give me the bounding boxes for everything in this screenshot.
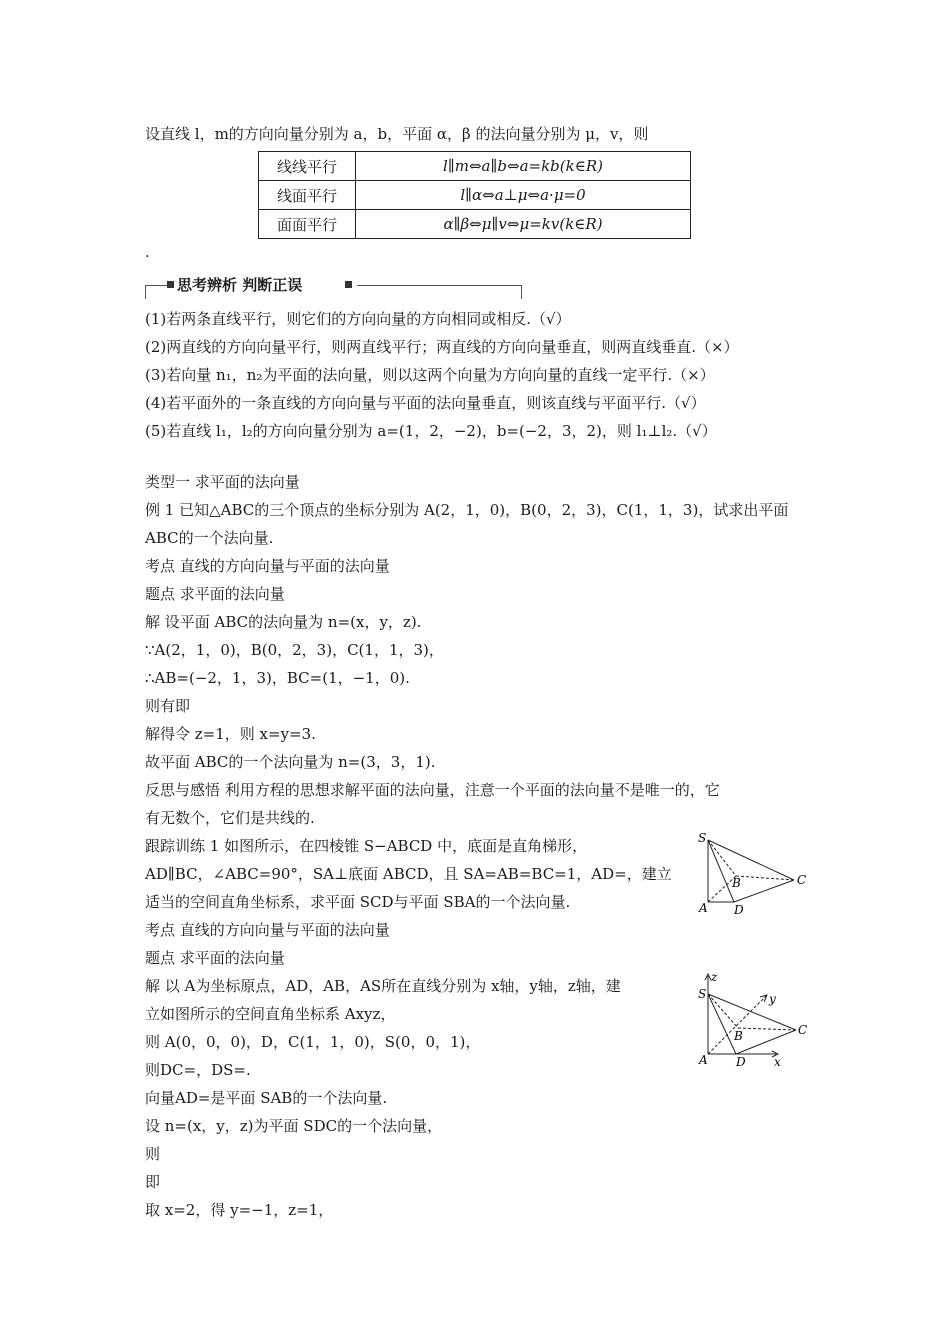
body-line: 解 以 A为坐标原点，AD，AB，AS所在直线分别为 x轴，y轴，z轴，建 [145, 977, 621, 995]
body-line: 故平面 ABC的一个法向量为 n=(3，3，1). [145, 753, 436, 771]
stray-dot: . [145, 243, 150, 261]
intro-text: 设直线 l，m的方向向量分别为 a，b，平面 α，β 的法向量分别为 μ，v，则 [145, 125, 649, 143]
body-line: 题点 求平面的法向量 [145, 585, 285, 603]
table-cell-name: 线面平行 [259, 181, 356, 210]
body-line: 跟踪训练 1 如图所示，在四棱锥 S−ABCD 中，底面是直角梯形， [145, 837, 588, 855]
fig2-label-x: x [774, 1055, 781, 1069]
table-cell-name: 面面平行 [259, 210, 356, 239]
table-cell-rule: α∥β⇔μ∥v⇔μ=kv(k∈R) [356, 210, 691, 239]
banner-square-icon [167, 281, 174, 288]
fig1-label-s: S [698, 832, 707, 845]
table-cell-rule: l∥m⇔a∥b⇔a=kb(k∈R) [356, 152, 691, 181]
banner-rule [357, 285, 521, 286]
banner-corner [521, 285, 522, 299]
judge-item: (1)若两条直线平行，则它们的方向向量的方向相同或相反.（√） [145, 310, 571, 328]
fig2-label-z: z [711, 970, 718, 984]
fig2-label-c: C [798, 1023, 808, 1037]
body-line: ∴AB=(−2，1，3)，BC=(1，−1，0). [145, 669, 410, 687]
pyramid-figure-1 [696, 832, 812, 922]
table-row [259, 210, 691, 239]
fig2-label-d: D [736, 1055, 746, 1069]
body-line: 考点 直线的方向向量与平面的法向量 [145, 557, 390, 575]
body-line: AD∥BC，∠ABC=90°，SA⊥底面 ABCD，且 SA=AB=BC=1，AD=，建立 [145, 865, 672, 883]
body-line: 类型一 求平面的法向量 [145, 473, 300, 491]
fig1-label-d: D [734, 903, 744, 917]
banner-rule [145, 285, 167, 286]
body-line: 题点 求平面的法向量 [145, 949, 285, 967]
body-line: 向量AD=是平面 SAB的一个法向量. [145, 1089, 388, 1107]
body-line: ∵A(2，1，0)，B(0，2，3)，C(1，1，3)， [145, 641, 444, 659]
judge-item: (5)若直线 l₁，l₂的方向向量分别为 a=(1，2，−2)，b=(−2，3，2)，则 l₁⊥l₂.（√） [145, 422, 717, 440]
table-cell-rule: l∥α⇔a⊥μ⇔a·μ=0 [356, 181, 691, 210]
body-line: 即 [145, 1173, 161, 1191]
fig2-label-a: A [699, 1053, 708, 1067]
judge-item: (2)两直线的方向向量平行，则两直线平行；两直线的方向向量垂直，则两直线垂直.（×） [145, 338, 739, 356]
body-line: 有无数个，它们是共线的. [145, 809, 315, 827]
fig1-label-a: A [699, 901, 708, 915]
body-line: 解得令 z=1，则 x=y=3. [145, 725, 316, 743]
section-banner [145, 274, 523, 298]
body-line: ABC的一个法向量. [145, 529, 274, 547]
fig1-label-c: C [797, 873, 807, 887]
body-line: 取 x=2，得 y=−1，z=1， [145, 1201, 334, 1219]
body-line: 适当的空间直角坐标系，求平面 SCD与平面 SBA的一个法向量. [145, 893, 571, 911]
body-line: 立如图所示的空间直角坐标系 Axyz， [145, 1005, 396, 1023]
body-line: 设 n=(x，y，z)为平面 SDC的一个法向量， [145, 1117, 443, 1135]
body-line: 则有即 [145, 697, 191, 715]
judge-item: (4)若平面外的一条直线的方向向量与平面的法向量垂直，则该直线与平面平行.（√） [145, 394, 706, 412]
judge-item: (3)若向量 n₁，n₂为平面的法向量，则以这两个向量为方向向量的直线一定平行.（×） [145, 366, 715, 384]
body-line: 考点 直线的方向向量与平面的法向量 [145, 921, 390, 939]
banner-square-icon [345, 281, 352, 288]
table-cell-name: 线线平行 [259, 152, 356, 181]
body-line: 则 A(0，0，0)，D，C(1，1，0)，S(0，0，1)， [145, 1033, 481, 1051]
body-line: 反思与感悟 利用方程的思想求解平面的法向量，注意一个平面的法向量不是唯一的，它 [145, 781, 720, 799]
table-row [259, 181, 691, 210]
fig2-label-s: S [698, 987, 707, 1001]
parallel-criteria-table [258, 151, 691, 239]
table-row [259, 152, 691, 181]
body-line: 则DC=，DS=. [145, 1061, 251, 1079]
fig1-label-b: B [732, 876, 741, 890]
pyramid-figure-2 [696, 968, 812, 1076]
body-line: 例 1 已知△ABC的三个顶点的坐标分别为 A(2，1，0)，B(0，2，3)，C(1，1，3)，试求出平面 [145, 501, 789, 519]
banner-corner [145, 285, 146, 299]
fig2-label-y: y [769, 992, 776, 1006]
section-title: 思考辨析 判断正误 [177, 276, 303, 294]
body-line: 解 设平面 ABC的法向量为 n=(x，y，z). [145, 613, 422, 631]
fig2-label-b: B [734, 1029, 743, 1043]
body-line: 则 [145, 1145, 161, 1163]
